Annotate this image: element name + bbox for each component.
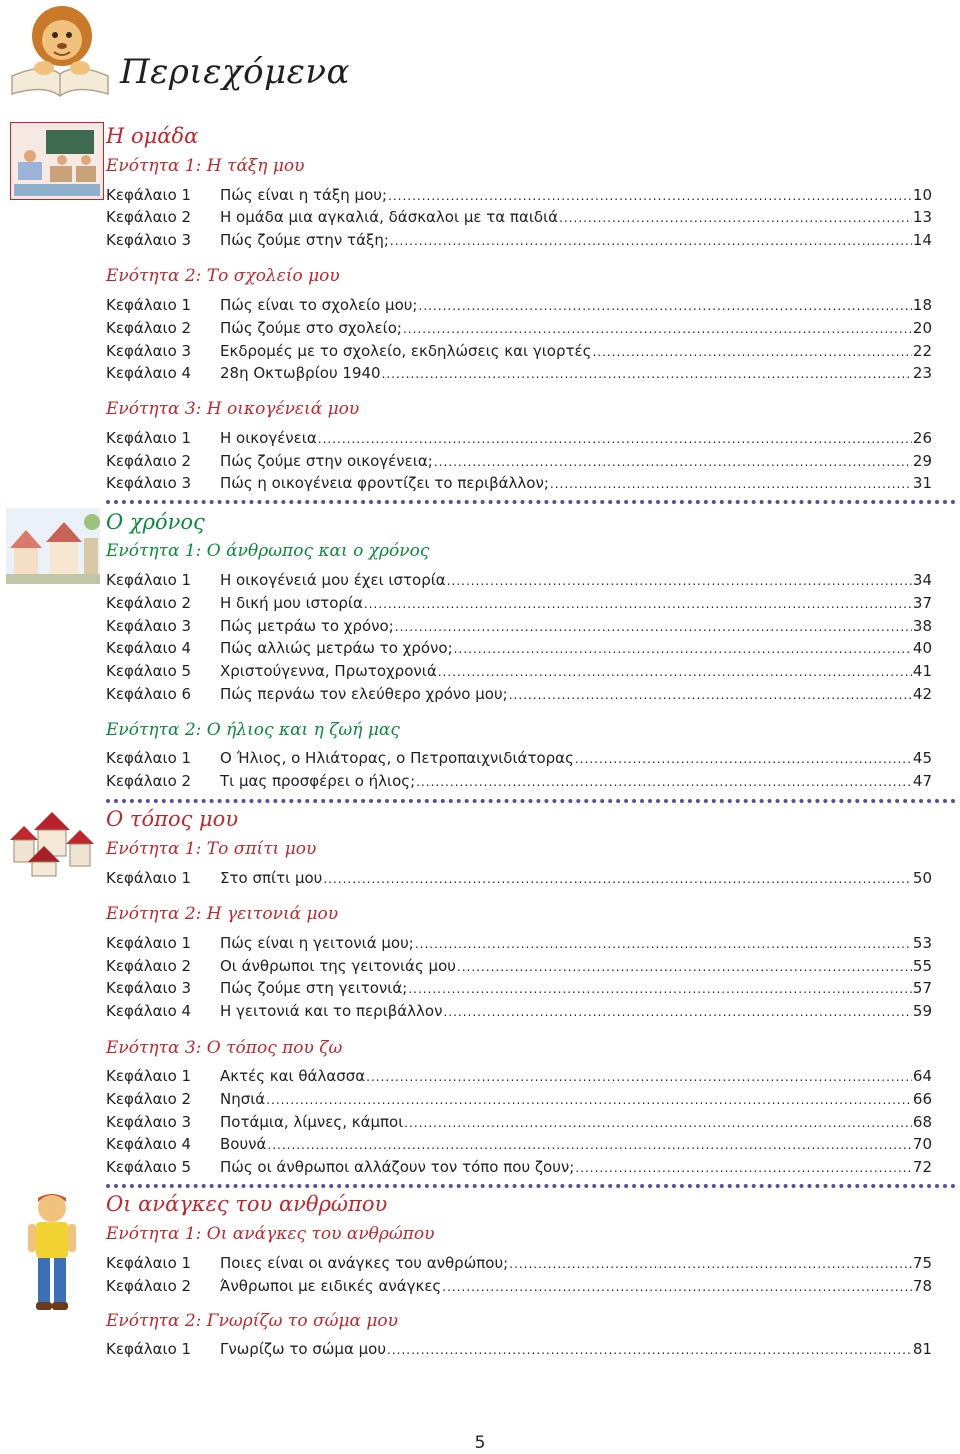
toc-entry[interactable]: [106, 934, 932, 956]
village-street-illustration: [6, 508, 100, 584]
chapter-title: Η ομάδα μια αγκαλιά, δάσκαλοι με τα παιδιά: [220, 208, 559, 226]
leader-dots: [323, 869, 912, 887]
chapter-label: Κεφάλαιο 1: [106, 1067, 192, 1085]
leader-dots: [550, 474, 912, 492]
toc-entry[interactable]: [106, 186, 932, 208]
toc-entry[interactable]: [106, 342, 932, 364]
toc-entry[interactable]: [106, 979, 932, 1001]
chapter-label: Κεφάλαιο 3: [106, 979, 192, 997]
chapter-title: Πώς είναι το σχολείο μου;: [220, 296, 418, 314]
chapter-title: Τι μας προσφέρει ο ήλιος;: [220, 772, 416, 790]
leader-dots: [559, 208, 912, 226]
page-title: Περιεχόμενα: [120, 52, 351, 92]
page-ref: 68: [912, 1113, 932, 1131]
boy-illustration: [24, 1190, 80, 1314]
toc-entry[interactable]: [106, 231, 932, 253]
toc-entry[interactable]: [106, 452, 932, 474]
page-ref: 37: [912, 594, 932, 612]
chapter-label: Κεφάλαιο 1: [106, 1254, 192, 1272]
chapter-label: Κεφάλαιο 4: [106, 1135, 192, 1153]
unit-title: Ενότητα 2: Η γειτονιά μου: [106, 904, 339, 924]
leader-dots: [267, 1135, 911, 1153]
chapter-title: Γνωρίζω το σώμα μου: [220, 1340, 387, 1358]
toc-entry[interactable]: [106, 662, 932, 684]
leader-dots: [509, 685, 912, 703]
page-number: 5: [474, 1433, 486, 1453]
page-ref: 55: [912, 957, 932, 975]
chapter-title: Βουνά: [220, 1135, 267, 1153]
chapter-label: Κεφάλαιο 1: [106, 571, 192, 589]
chapter-title: Ποτάμια, λίμνες, κάμποι: [220, 1113, 404, 1131]
chapter-label: Κεφάλαιο 2: [106, 208, 192, 226]
leader-dots: [434, 452, 912, 470]
page-ref: 66: [912, 1090, 932, 1108]
toc-entry[interactable]: [106, 957, 932, 979]
leader-dots: [443, 1002, 911, 1020]
leader-dots: [388, 186, 912, 204]
leader-dots: [382, 364, 912, 382]
leader-dots: [404, 1113, 912, 1131]
leader-dots: [387, 1340, 912, 1358]
chapter-title: Πώς περνάω τον ελεύθερο χρόνο μου;: [220, 685, 508, 703]
toc-entry[interactable]: [106, 296, 932, 318]
chapter-label: Κεφάλαιο 3: [106, 1113, 192, 1131]
classroom-illustration: [10, 122, 104, 200]
toc-entry[interactable]: [106, 639, 932, 661]
unit-title: Ενότητα 1: Οι ανάγκες του ανθρώπου: [106, 1224, 435, 1244]
chapter-title: Η δική μου ιστορία: [220, 594, 363, 612]
page-ref: 41: [912, 662, 932, 680]
page-ref: 64: [912, 1067, 932, 1085]
section-separator: [106, 799, 956, 803]
leader-dots: [575, 749, 912, 767]
unit-title: Ενότητα 2: Ο ήλιος και η ζωή μας: [106, 720, 400, 740]
leader-dots: [509, 1254, 912, 1272]
chapter-label: Κεφάλαιο 1: [106, 186, 192, 204]
toc-entry[interactable]: [106, 1277, 932, 1299]
chapter-label: Κεφάλαιο 2: [106, 1090, 192, 1108]
chapter-title: Χριστούγεννα, Πρωτοχρονιά: [220, 662, 437, 680]
chapter-title: Η οικογένεια: [220, 429, 317, 447]
unit-title: Ενότητα 1: Το σπίτι μου: [106, 839, 317, 859]
toc-entry[interactable]: [106, 571, 932, 593]
chapter-label: Κεφάλαιο 2: [106, 957, 192, 975]
toc-entry[interactable]: [106, 685, 932, 707]
chapter-label: Κεφάλαιο 3: [106, 617, 192, 635]
chapter-label: Κεφάλαιο 3: [106, 474, 192, 492]
toc-entry[interactable]: [106, 319, 932, 341]
chapter-title: Πώς είναι η γειτονιά μου;: [220, 934, 414, 952]
page-ref: 20: [912, 319, 932, 337]
leader-dots: [318, 429, 912, 447]
page-ref: 53: [912, 934, 932, 952]
page-ref: 31: [912, 474, 932, 492]
section-title: Η ομάδα: [106, 124, 199, 148]
chapter-title: Πώς ζούμε στην οικογένεια;: [220, 452, 433, 470]
leader-dots: [454, 639, 912, 657]
chapter-title: Πώς οι άνθρωποι αλλάζουν τον τόπο που ζουν;: [220, 1158, 575, 1176]
page-ref: 59: [912, 1002, 932, 1020]
chapter-title: Πώς ζούμε στην τάξη;: [220, 231, 389, 249]
toc-entry[interactable]: [106, 208, 932, 230]
page-ref: 75: [912, 1254, 932, 1272]
chapter-title: Η γειτονιά και το περιβάλλον: [220, 1002, 443, 1020]
chapter-label: Κεφάλαιο 4: [106, 1002, 192, 1020]
page-ref: 47: [912, 772, 932, 790]
chapter-label: Κεφάλαιο 2: [106, 1277, 192, 1295]
toc-entry[interactable]: [106, 1254, 932, 1276]
toc-entry[interactable]: [106, 1135, 932, 1157]
unit-title: Ενότητα 1: Η τάξη μου: [106, 156, 305, 176]
toc-entry[interactable]: [106, 869, 932, 891]
chapter-title: Ο Ήλιος, ο Ηλιάτορας, ο Πετροπαιχνιδιάτορας: [220, 749, 574, 767]
toc-entry[interactable]: [106, 1113, 932, 1135]
toc-entry[interactable]: [106, 1067, 932, 1089]
village-houses-illustration: [6, 800, 100, 878]
section-separator: [106, 1184, 956, 1188]
leader-dots: [408, 979, 912, 997]
chapter-label: Κεφάλαιο 3: [106, 231, 192, 249]
page-ref: 42: [912, 685, 932, 703]
leader-dots: [457, 957, 912, 975]
chapter-title: Η οικογένειά μου έχει ιστορία: [220, 571, 446, 589]
leader-dots: [395, 617, 912, 635]
leader-dots: [416, 772, 912, 790]
toc-entry[interactable]: [106, 364, 932, 386]
leader-dots: [403, 319, 912, 337]
toc-entry[interactable]: [106, 772, 932, 794]
unit-title: Ενότητα 2: Γνωρίζω το σώμα μου: [106, 1311, 398, 1331]
page-ref: 14: [912, 231, 932, 249]
chapter-label: Κεφάλαιο 3: [106, 342, 192, 360]
page-ref: 34: [912, 571, 932, 589]
toc-entry[interactable]: [106, 749, 932, 771]
chapter-label: Κεφάλαιο 4: [106, 639, 192, 657]
chapter-title: Στο σπίτι μου: [220, 869, 323, 887]
chapter-title: Πώς ζούμε στη γειτονιά;: [220, 979, 408, 997]
section-title: Ο τόπος μου: [106, 807, 239, 831]
toc-entry[interactable]: [106, 1340, 932, 1362]
section-separator: [106, 500, 956, 504]
chapter-label: Κεφάλαιο 2: [106, 772, 192, 790]
page-ref: 45: [912, 749, 932, 767]
toc-entry[interactable]: [106, 474, 932, 496]
page-ref: 10: [912, 186, 932, 204]
leader-dots: [366, 1067, 912, 1085]
page-ref: 22: [912, 342, 932, 360]
chapter-label: Κεφάλαιο 5: [106, 1158, 192, 1176]
leader-dots: [390, 231, 912, 249]
toc-entry[interactable]: [106, 1158, 932, 1180]
chapter-title: Νησιά: [220, 1090, 266, 1108]
chapter-label: Κεφάλαιο 4: [106, 364, 192, 382]
page-ref: 81: [912, 1340, 932, 1358]
toc-entry[interactable]: [106, 429, 932, 451]
chapter-title: Οι άνθρωποι της γειτονιάς μου: [220, 957, 456, 975]
chapter-label: Κεφάλαιο 5: [106, 662, 192, 680]
chapter-title: Πώς αλλιώς μετράω το χρόνο;: [220, 639, 453, 657]
page-ref: 18: [912, 296, 932, 314]
chapter-label: Κεφάλαιο 1: [106, 429, 192, 447]
page-ref: 72: [912, 1158, 932, 1176]
page-ref: 13: [912, 208, 932, 226]
toc-entry[interactable]: [106, 617, 932, 639]
chapter-label: Κεφάλαιο 1: [106, 296, 192, 314]
leader-dots: [592, 342, 911, 360]
leader-dots: [442, 1277, 912, 1295]
chapter-title: Πώς η οικογένεια φροντίζει το περιβάλλον;: [220, 474, 549, 492]
leader-dots: [438, 662, 912, 680]
section-title: Ο χρόνος: [106, 510, 205, 534]
toc-entry[interactable]: [106, 594, 932, 616]
page-ref: 38: [912, 617, 932, 635]
leader-dots: [266, 1090, 912, 1108]
chapter-label: Κεφάλαιο 6: [106, 685, 192, 703]
page-ref: 57: [912, 979, 932, 997]
chapter-label: Κεφάλαιο 1: [106, 1340, 192, 1358]
page-ref: 40: [912, 639, 932, 657]
unit-title: Ενότητα 1: Ο άνθρωπος και ο χρόνος: [106, 541, 430, 561]
toc-entry[interactable]: [106, 1090, 932, 1112]
leader-dots: [415, 934, 912, 952]
page-ref: 26: [912, 429, 932, 447]
toc-entry[interactable]: [106, 1002, 932, 1024]
unit-title: Ενότητα 3: Η οικογένειά μου: [106, 399, 360, 419]
unit-title: Ενότητα 2: Το σχολείο μου: [106, 266, 340, 286]
chapter-title: 28η Οκτωβρίου 1940: [220, 364, 381, 382]
chapter-label: Κεφάλαιο 2: [106, 594, 192, 612]
chapter-title: Πώς μετράω το χρόνο;: [220, 617, 394, 635]
chapter-title: Εκδρομές με το σχολείο, εκδηλώσεις και γιορτές: [220, 342, 592, 360]
lion-reading-book-illustration: [4, 2, 116, 102]
unit-title: Ενότητα 3: Ο τόπος που ζω: [106, 1038, 343, 1058]
chapter-title: Άνθρωποι με ειδικές ανάγκες: [220, 1277, 442, 1295]
chapter-label: Κεφάλαιο 1: [106, 869, 192, 887]
leader-dots: [364, 594, 912, 612]
page-ref: 29: [912, 452, 932, 470]
chapter-title: Ακτές και θάλασσα: [220, 1067, 366, 1085]
page-ref: 23: [912, 364, 932, 382]
chapter-label: Κεφάλαιο 1: [106, 749, 192, 767]
section-title: Οι ανάγκες του ανθρώπου: [106, 1192, 388, 1216]
chapter-title: Ποιες είναι οι ανάγκες του ανθρώπου;: [220, 1254, 509, 1272]
chapter-title: Πώς ζούμε στο σχολείο;: [220, 319, 402, 337]
chapter-label: Κεφάλαιο 2: [106, 319, 192, 337]
chapter-label: Κεφάλαιο 1: [106, 934, 192, 952]
page-ref: 70: [912, 1135, 932, 1153]
leader-dots: [419, 296, 912, 314]
chapter-title: Πώς είναι η τάξη μου;: [220, 186, 387, 204]
chapter-label: Κεφάλαιο 2: [106, 452, 192, 470]
leader-dots: [575, 1158, 912, 1176]
page-ref: 78: [912, 1277, 932, 1295]
leader-dots: [447, 571, 912, 589]
page-ref: 50: [912, 869, 932, 887]
